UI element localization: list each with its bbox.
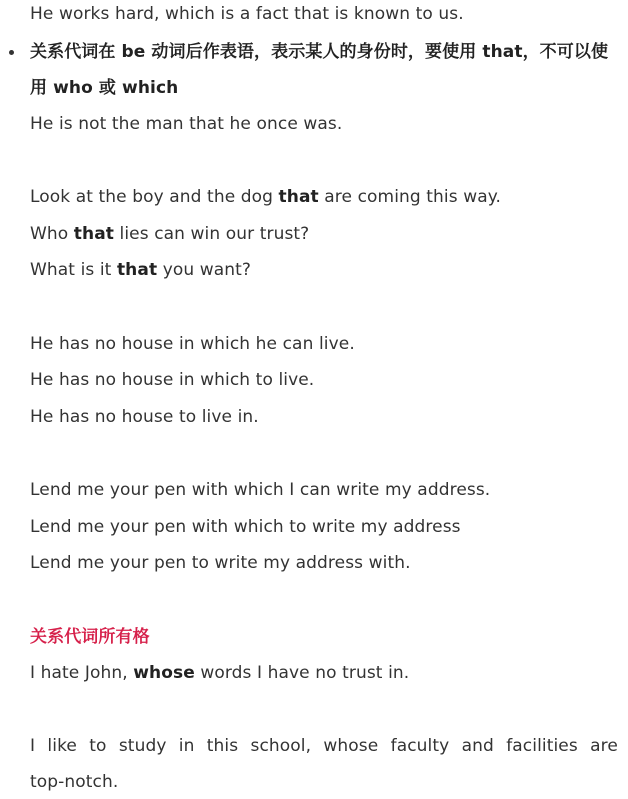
line-4-c: are coming this way. (318, 187, 501, 207)
line-3: He is not the man that he once was. (30, 114, 343, 134)
line-13 (30, 661, 409, 685)
line-9: He has no house to live in. (30, 407, 259, 427)
word: facilities (506, 736, 578, 756)
word: study (118, 736, 167, 756)
line-5 (30, 222, 309, 246)
line-6 (30, 258, 251, 282)
line-15: top-notch. (30, 772, 119, 792)
line-6-a: What is it (30, 260, 117, 280)
word: to (89, 736, 107, 756)
line-6-bold: that (116, 260, 158, 280)
line-5-bold: that (73, 224, 115, 244)
line-6-c: you want? (157, 260, 252, 280)
section-heading: 关系代词所有格 (30, 627, 150, 647)
bullet-dot (9, 50, 14, 55)
line-1: He works hard, which is a fact that is known to us. (30, 4, 464, 24)
line-11: Lend me your pen with which to write my address (30, 517, 461, 537)
line-7: He has no house in which he can live. (30, 334, 355, 354)
word: are (590, 736, 618, 756)
line-14 (30, 734, 618, 758)
line-13-bold: whose (133, 663, 195, 683)
word: and (461, 736, 494, 756)
word: like (47, 736, 77, 756)
word: I (30, 736, 36, 756)
word: whose (323, 736, 379, 756)
word: school, (250, 736, 312, 756)
line-10: Lend me your pen with which I can write my address. (30, 480, 491, 500)
bullet-text-line-2: 用 who 或 which (30, 78, 179, 98)
line-8: He has no house in which to live. (30, 370, 315, 390)
word: this (206, 736, 239, 756)
line-13-a: I hate John, (30, 663, 134, 683)
line-4-bold: that (278, 187, 319, 207)
bullet-text-line-1: 关系代词在 be 动词后作表语，表示某人的身份时，要使用 that，不可以使 (30, 42, 609, 62)
line-12: Lend me your pen to write my address with. (30, 553, 411, 573)
line-5-c: lies can win our trust? (114, 224, 310, 244)
line-13-c: words I have no trust in. (194, 663, 410, 683)
line-5-a: Who (30, 224, 74, 244)
line-4-a: Look at the boy and the dog (30, 187, 279, 207)
word: faculty (390, 736, 450, 756)
line-4 (30, 185, 501, 209)
word: in (178, 736, 195, 756)
